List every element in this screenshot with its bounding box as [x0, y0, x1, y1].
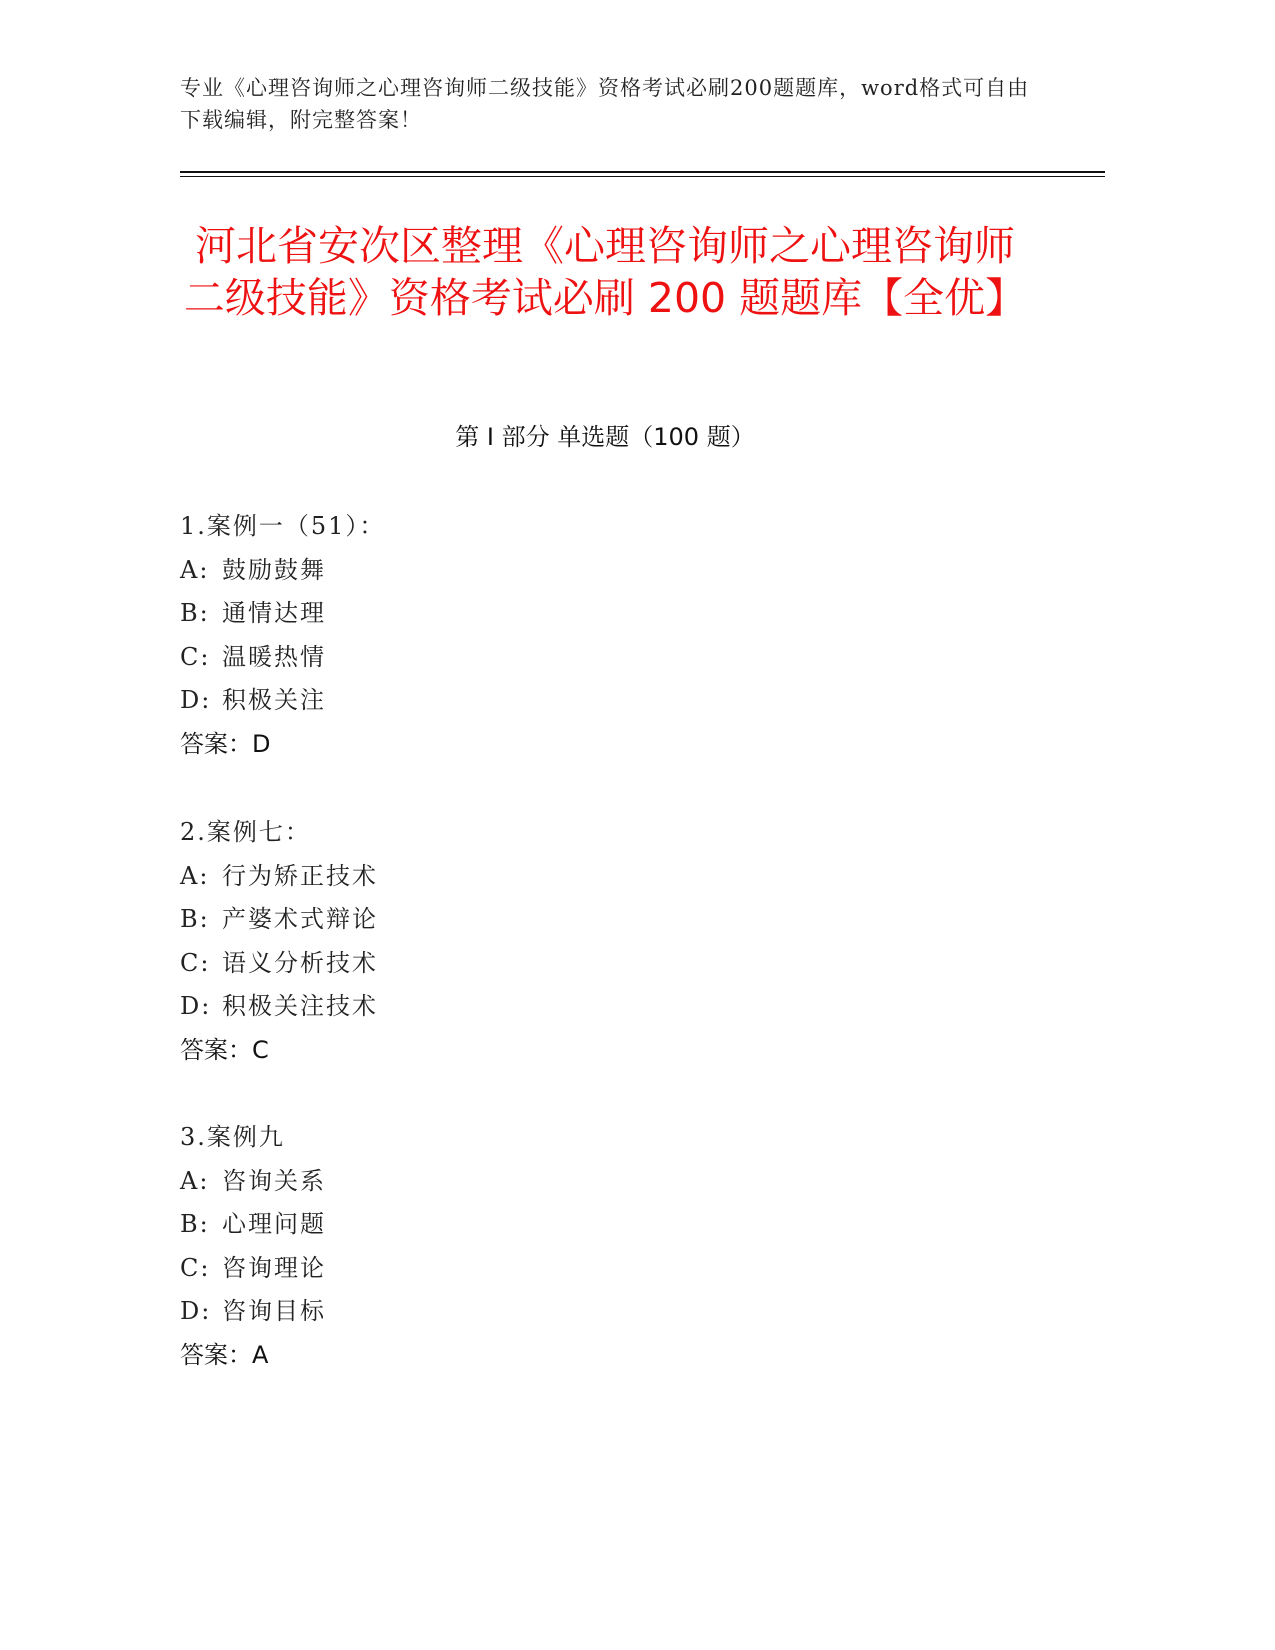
- header-note: 专业《心理咨询师之心理咨询师二级技能》资格考试必刷200题题库，word格式可自由下载编辑，附完整答案！: [180, 76, 1030, 132]
- section-heading: 第 I 部分 单选题（100 题）: [455, 423, 755, 451]
- option-d: [180, 985, 880, 1029]
- question-stem: 2.案例七：: [180, 818, 311, 846]
- option-text: 积极关注: [222, 686, 326, 714]
- option-text: 积极关注技术: [222, 992, 378, 1020]
- question-3: [180, 1116, 880, 1377]
- option-text: 咨询关系: [222, 1166, 326, 1195]
- option-letter: B:: [180, 1210, 210, 1238]
- option-letter: A:: [180, 555, 210, 584]
- option-text: 温暖热情: [222, 642, 326, 671]
- option-c: [180, 942, 880, 986]
- option-text: 鼓励鼓舞: [222, 555, 326, 584]
- option-c: [180, 636, 880, 680]
- document-title: 河北省安次区整理《心理咨询师之心理咨询师二级技能》资格考试必刷 200 题题库【全优】: [183, 222, 1027, 322]
- option-letter: A:: [180, 861, 210, 890]
- question-2: [180, 811, 880, 1072]
- header-divider-thin: [180, 176, 1105, 177]
- answer: 答案：A: [180, 1340, 269, 1369]
- option-text: 行为矫正技术: [222, 861, 378, 890]
- option-a: [180, 1160, 880, 1204]
- option-d: [180, 679, 880, 723]
- option-letter: B:: [180, 599, 210, 627]
- option-letter: B:: [180, 905, 210, 933]
- option-letter: D:: [180, 686, 212, 714]
- option-letter: C:: [180, 948, 211, 977]
- option-text: 产婆术式辩论: [222, 905, 378, 933]
- option-b: [180, 592, 880, 636]
- option-letter: D:: [180, 992, 212, 1020]
- option-a: [180, 549, 880, 593]
- option-text: 咨询理论: [222, 1253, 326, 1282]
- option-a: [180, 855, 880, 899]
- header-divider-thick: [180, 171, 1105, 173]
- option-letter: A:: [180, 1166, 210, 1195]
- option-text: 心理问题: [222, 1210, 326, 1238]
- option-c: [180, 1247, 880, 1291]
- option-d: [180, 1290, 880, 1334]
- option-letter: C:: [180, 1253, 211, 1282]
- option-b: [180, 1203, 880, 1247]
- option-text: 通情达理: [222, 599, 326, 627]
- option-text: 语义分析技术: [222, 948, 378, 977]
- answer: 答案：D: [180, 729, 271, 758]
- option-letter: C:: [180, 642, 211, 671]
- answer: 答案：C: [180, 1035, 269, 1064]
- option-letter: D:: [180, 1297, 212, 1325]
- option-b: [180, 898, 880, 942]
- option-text: 咨询目标: [222, 1297, 326, 1325]
- question-stem: 3.案例九: [180, 1123, 285, 1151]
- question-1: [180, 505, 880, 766]
- question-stem: 1.案例一（51）：: [180, 512, 386, 540]
